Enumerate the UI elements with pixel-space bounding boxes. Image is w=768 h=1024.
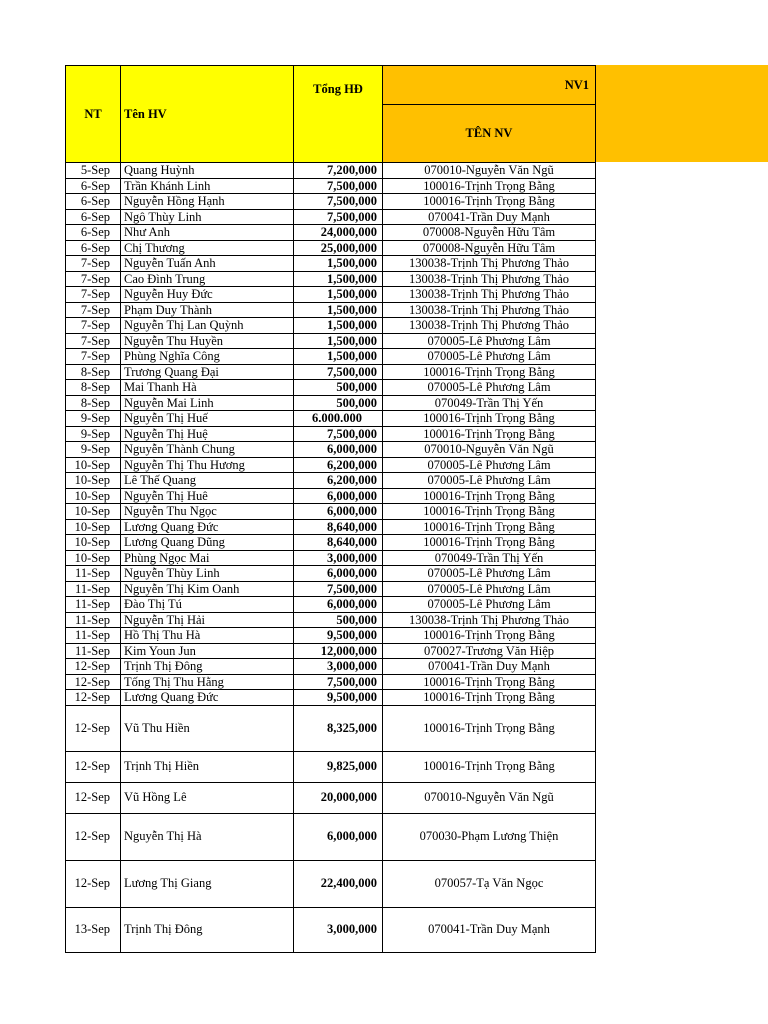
student-name-cell[interactable]: Trần Khánh Linh xyxy=(121,178,294,194)
staff-cell[interactable]: 100016-Trịnh Trọng Bằng xyxy=(383,674,596,690)
staff-cell[interactable]: 070049-Trần Thị Yến xyxy=(383,395,596,411)
student-name-cell[interactable]: Phạm Duy Thành xyxy=(121,302,294,318)
date-cell[interactable]: 8-Sep xyxy=(66,380,121,396)
student-name-cell[interactable]: Lê Thế Quang xyxy=(121,473,294,489)
table-row xyxy=(66,442,596,458)
amount-cell[interactable]: 7,500,000 xyxy=(294,426,383,442)
amount-cell[interactable]: 6,000,000 xyxy=(294,504,383,520)
staff-cell[interactable]: 130038-Trịnh Thị Phương Thảo xyxy=(383,271,596,287)
table-row xyxy=(66,519,596,535)
date-cell[interactable]: 10-Sep xyxy=(66,550,121,566)
table-row xyxy=(66,535,596,551)
staff-cell[interactable]: 070008-Nguyễn Hữu Tâm xyxy=(383,240,596,256)
table-row xyxy=(66,426,596,442)
amount-cell[interactable]: 3,000,000 xyxy=(294,550,383,566)
date-cell[interactable]: 7-Sep xyxy=(66,302,121,318)
date-cell[interactable]: 7-Sep xyxy=(66,287,121,303)
amount-cell[interactable]: 1,500,000 xyxy=(294,302,383,318)
amount-cell[interactable]: 7,200,000 xyxy=(294,163,383,179)
date-cell[interactable]: 11-Sep xyxy=(66,643,121,659)
table-row xyxy=(66,302,596,318)
table-row xyxy=(66,612,596,628)
date-cell[interactable]: 8-Sep xyxy=(66,395,121,411)
table-row xyxy=(66,240,596,256)
student-name-cell[interactable]: Nguyễn Thị Hải xyxy=(121,612,294,628)
staff-cell[interactable]: 130038-Trịnh Thị Phương Thảo xyxy=(383,302,596,318)
date-cell[interactable]: 10-Sep xyxy=(66,504,121,520)
date-cell[interactable]: 7-Sep xyxy=(66,333,121,349)
amount-cell[interactable]: 3,000,000 xyxy=(294,659,383,675)
table-row xyxy=(66,782,596,813)
table-row xyxy=(66,550,596,566)
amount-cell[interactable]: 6.000.000 xyxy=(294,411,383,427)
amount-cell[interactable]: 8,640,000 xyxy=(294,535,383,551)
student-name-cell[interactable]: Phùng Ngọc Mai xyxy=(121,550,294,566)
table-row xyxy=(66,411,596,427)
table-row xyxy=(66,643,596,659)
staff-cell[interactable]: 100016-Trịnh Trọng Bằng xyxy=(383,364,596,380)
student-name-cell[interactable]: Nguyễn Huy Đức xyxy=(121,287,294,303)
amount-cell[interactable]: 1,500,000 xyxy=(294,349,383,365)
date-cell[interactable]: 9-Sep xyxy=(66,426,121,442)
amount-cell[interactable]: 6,000,000 xyxy=(294,566,383,582)
amount-cell[interactable]: 25,000,000 xyxy=(294,240,383,256)
date-cell[interactable]: 6-Sep xyxy=(66,240,121,256)
amount-cell[interactable]: 1,500,000 xyxy=(294,333,383,349)
header-tong-hd[interactable]: Tổng HĐ xyxy=(294,66,383,163)
date-cell[interactable]: 10-Sep xyxy=(66,473,121,489)
staff-cell[interactable]: 100016-Trịnh Trọng Bằng xyxy=(383,705,596,751)
staff-cell[interactable]: 070049-Trần Thị Yến xyxy=(383,550,596,566)
student-name-cell[interactable]: Trịnh Thị Đông xyxy=(121,907,294,952)
table-row xyxy=(66,751,596,782)
staff-cell[interactable]: 070005-Lê Phương Lâm xyxy=(383,581,596,597)
amount-cell[interactable]: 6,000,000 xyxy=(294,442,383,458)
table-row xyxy=(66,380,596,396)
table-row xyxy=(66,705,596,751)
amount-cell[interactable]: 9,825,000 xyxy=(294,751,383,782)
date-cell[interactable]: 10-Sep xyxy=(66,488,121,504)
amount-cell[interactable]: 7,500,000 xyxy=(294,194,383,210)
staff-cell[interactable]: 070005-Lê Phương Lâm xyxy=(383,597,596,613)
date-cell[interactable]: 8-Sep xyxy=(66,364,121,380)
student-name-cell[interactable]: Nguyễn Thị Thu Hương xyxy=(121,457,294,473)
staff-cell[interactable]: 070057-Tạ Văn Ngọc xyxy=(383,860,596,907)
staff-cell[interactable]: 070005-Lê Phương Lâm xyxy=(383,380,596,396)
table-row xyxy=(66,364,596,380)
header-nv1[interactable]: NV1 xyxy=(383,66,596,105)
student-name-cell[interactable]: Quang Huỳnh xyxy=(121,163,294,179)
amount-cell[interactable]: 22,400,000 xyxy=(294,860,383,907)
student-name-cell[interactable]: Nguyễn Thị Huê xyxy=(121,488,294,504)
date-cell[interactable]: 9-Sep xyxy=(66,442,121,458)
amount-cell[interactable]: 24,000,000 xyxy=(294,225,383,241)
date-cell[interactable]: 11-Sep xyxy=(66,581,121,597)
date-cell[interactable]: 6-Sep xyxy=(66,209,121,225)
student-name-cell[interactable]: Lương Quang Dũng xyxy=(121,535,294,551)
student-name-cell[interactable]: Nguyễn Thùy Linh xyxy=(121,566,294,582)
amount-cell[interactable]: 500,000 xyxy=(294,380,383,396)
student-name-cell[interactable]: Lương Quang Đức xyxy=(121,519,294,535)
student-name-cell[interactable]: Tống Thị Thu Hằng xyxy=(121,674,294,690)
table-row xyxy=(66,659,596,675)
student-name-cell[interactable]: Trương Quang Đại xyxy=(121,364,294,380)
table-row xyxy=(66,178,596,194)
student-name-cell[interactable]: Lương Thị Giang xyxy=(121,860,294,907)
staff-cell[interactable]: 100016-Trịnh Trọng Bằng xyxy=(383,690,596,706)
table-row xyxy=(66,209,596,225)
date-cell[interactable]: 6-Sep xyxy=(66,194,121,210)
amount-cell[interactable]: 12,000,000 xyxy=(294,643,383,659)
table-row xyxy=(66,813,596,860)
student-name-cell[interactable]: Nguyễn Thị Lan Quỳnh xyxy=(121,318,294,334)
staff-cell[interactable]: 070008-Nguyễn Hữu Tâm xyxy=(383,225,596,241)
student-name-cell[interactable]: Phùng Nghĩa Công xyxy=(121,349,294,365)
header-ten-hv[interactable]: Tên HV xyxy=(121,66,294,163)
table-row xyxy=(66,628,596,644)
date-cell[interactable]: 13-Sep xyxy=(66,907,121,952)
date-cell[interactable]: 12-Sep xyxy=(66,860,121,907)
table-row xyxy=(66,225,596,241)
amount-cell[interactable]: 8,325,000 xyxy=(294,705,383,751)
table-row xyxy=(66,597,596,613)
amount-cell[interactable]: 6,000,000 xyxy=(294,488,383,504)
staff-cell[interactable]: 070041-Trần Duy Mạnh xyxy=(383,659,596,675)
table-row xyxy=(66,318,596,334)
amount-cell[interactable]: 6,000,000 xyxy=(294,597,383,613)
table-row xyxy=(66,504,596,520)
staff-cell[interactable]: 130038-Trịnh Thị Phương Thảo xyxy=(383,612,596,628)
date-cell[interactable]: 11-Sep xyxy=(66,566,121,582)
staff-cell[interactable]: 070010-Nguyễn Văn Ngũ xyxy=(383,163,596,179)
date-cell[interactable]: 10-Sep xyxy=(66,519,121,535)
table-row xyxy=(66,457,596,473)
staff-cell[interactable]: 100016-Trịnh Trọng Bằng xyxy=(383,194,596,210)
staff-cell[interactable]: 100016-Trịnh Trọng Bằng xyxy=(383,488,596,504)
amount-cell[interactable]: 7,500,000 xyxy=(294,674,383,690)
header-nt[interactable]: NT xyxy=(66,66,121,163)
student-name-cell[interactable]: Nguyễn Hồng Hạnh xyxy=(121,194,294,210)
student-name-cell[interactable]: Chị Thương xyxy=(121,240,294,256)
date-cell[interactable]: 6-Sep xyxy=(66,178,121,194)
table-row xyxy=(66,395,596,411)
table-row xyxy=(66,194,596,210)
date-cell[interactable]: 7-Sep xyxy=(66,256,121,272)
date-cell[interactable]: 12-Sep xyxy=(66,659,121,675)
staff-cell[interactable]: 070005-Lê Phương Lâm xyxy=(383,473,596,489)
student-name-cell[interactable]: Kim Youn Jun xyxy=(121,643,294,659)
amount-cell[interactable]: 1,500,000 xyxy=(294,256,383,272)
table-row xyxy=(66,690,596,706)
amount-cell[interactable]: 3,000,000 xyxy=(294,907,383,952)
table-row xyxy=(66,566,596,582)
date-cell[interactable]: 12-Sep xyxy=(66,690,121,706)
table-row xyxy=(66,256,596,272)
student-name-cell[interactable]: Hồ Thị Thu Hà xyxy=(121,628,294,644)
date-cell[interactable]: 11-Sep xyxy=(66,612,121,628)
student-name-cell[interactable]: Vũ Hồng Lê xyxy=(121,782,294,813)
date-cell[interactable]: 7-Sep xyxy=(66,318,121,334)
student-name-cell[interactable]: Vũ Thu Hiền xyxy=(121,705,294,751)
date-cell[interactable]: 7-Sep xyxy=(66,349,121,365)
student-name-cell[interactable]: Mai Thanh Hà xyxy=(121,380,294,396)
table-row xyxy=(66,488,596,504)
student-name-cell[interactable]: Như Anh xyxy=(121,225,294,241)
student-name-cell[interactable]: Nguyễn Mai Linh xyxy=(121,395,294,411)
amount-cell[interactable]: 1,500,000 xyxy=(294,271,383,287)
date-cell[interactable]: 12-Sep xyxy=(66,751,121,782)
staff-cell[interactable]: 070010-Nguyễn Văn Ngũ xyxy=(383,782,596,813)
amount-cell[interactable]: 7,500,000 xyxy=(294,581,383,597)
staff-cell[interactable]: 130038-Trịnh Thị Phương Thảo xyxy=(383,256,596,272)
table-row xyxy=(66,349,596,365)
table-row xyxy=(66,333,596,349)
staff-cell[interactable]: 100016-Trịnh Trọng Bằng xyxy=(383,519,596,535)
amount-cell[interactable]: 500,000 xyxy=(294,612,383,628)
student-name-cell[interactable]: Ngô Thùy Linh xyxy=(121,209,294,225)
student-name-cell[interactable]: Trịnh Thị Hiền xyxy=(121,751,294,782)
student-name-cell[interactable]: Nguyễn Thành Chung xyxy=(121,442,294,458)
date-cell[interactable]: 12-Sep xyxy=(66,813,121,860)
table-row xyxy=(66,473,596,489)
date-cell[interactable]: 11-Sep xyxy=(66,628,121,644)
amount-cell[interactable]: 7,500,000 xyxy=(294,364,383,380)
student-name-cell[interactable]: Nguyễn Thu Huyền xyxy=(121,333,294,349)
amount-cell[interactable]: 7,500,000 xyxy=(294,209,383,225)
student-name-cell[interactable]: Nguyễn Thị Huế xyxy=(121,411,294,427)
student-name-cell[interactable]: Cao Đình Trung xyxy=(121,271,294,287)
date-cell[interactable]: 5-Sep xyxy=(66,163,121,179)
date-cell[interactable]: 6-Sep xyxy=(66,225,121,241)
staff-cell[interactable]: 100016-Trịnh Trọng Bằng xyxy=(383,411,596,427)
amount-cell[interactable]: 9,500,000 xyxy=(294,628,383,644)
table-row xyxy=(66,287,596,303)
staff-cell[interactable]: 070041-Trần Duy Mạnh xyxy=(383,907,596,952)
student-name-cell[interactable]: Nguyễn Thị Kim Oanh xyxy=(121,581,294,597)
staff-cell[interactable]: 070010-Nguyễn Văn Ngũ xyxy=(383,442,596,458)
header-ten-nv[interactable]: TÊN NV xyxy=(383,105,596,163)
staff-cell[interactable]: 100016-Trịnh Trọng Bằng xyxy=(383,426,596,442)
table-row xyxy=(66,271,596,287)
table-row xyxy=(66,674,596,690)
staff-cell[interactable]: 130038-Trịnh Thị Phương Thảo xyxy=(383,318,596,334)
amount-cell[interactable]: 8,640,000 xyxy=(294,519,383,535)
table-row xyxy=(66,163,596,179)
table-row xyxy=(66,581,596,597)
staff-cell[interactable]: 070005-Lê Phương Lâm xyxy=(383,349,596,365)
amount-cell[interactable]: 20,000,000 xyxy=(294,782,383,813)
staff-cell[interactable]: 070041-Trần Duy Mạnh xyxy=(383,209,596,225)
date-cell[interactable]: 11-Sep xyxy=(66,597,121,613)
student-name-cell[interactable]: Đào Thị Tú xyxy=(121,597,294,613)
amount-cell[interactable]: 500,000 xyxy=(294,395,383,411)
amount-cell[interactable]: 1,500,000 xyxy=(294,287,383,303)
amount-cell[interactable]: 6,000,000 xyxy=(294,813,383,860)
student-name-cell[interactable]: Nguyễn Tuấn Anh xyxy=(121,256,294,272)
amount-cell[interactable]: 1,500,000 xyxy=(294,318,383,334)
amount-cell[interactable]: 6,200,000 xyxy=(294,473,383,489)
staff-cell[interactable]: 130038-Trịnh Thị Phương Thảo xyxy=(383,287,596,303)
date-cell[interactable]: 7-Sep xyxy=(66,271,121,287)
date-cell[interactable]: 10-Sep xyxy=(66,535,121,551)
staff-cell[interactable]: 070005-Lê Phương Lâm xyxy=(383,457,596,473)
staff-cell[interactable]: 100016-Trịnh Trọng Bằng xyxy=(383,751,596,782)
nv1-header-fill xyxy=(594,65,768,162)
spreadsheet-table xyxy=(65,65,596,953)
amount-cell[interactable]: 9,500,000 xyxy=(294,690,383,706)
staff-cell[interactable]: 100016-Trịnh Trọng Bằng xyxy=(383,535,596,551)
student-name-cell[interactable]: Nguyễn Thu Ngọc xyxy=(121,504,294,520)
staff-cell[interactable]: 070027-Trương Văn Hiệp xyxy=(383,643,596,659)
table-row xyxy=(66,860,596,907)
student-name-cell[interactable]: Lương Quang Đức xyxy=(121,690,294,706)
amount-cell[interactable]: 6,200,000 xyxy=(294,457,383,473)
staff-cell[interactable]: 100016-Trịnh Trọng Bằng xyxy=(383,178,596,194)
student-name-cell[interactable]: Nguyễn Thị Huệ xyxy=(121,426,294,442)
student-name-cell[interactable]: Trịnh Thị Đông xyxy=(121,659,294,675)
table-row xyxy=(66,907,596,952)
staff-cell[interactable]: 070005-Lê Phương Lâm xyxy=(383,333,596,349)
amount-cell[interactable]: 7,500,000 xyxy=(294,178,383,194)
staff-cell[interactable]: 070005-Lê Phương Lâm xyxy=(383,566,596,582)
staff-cell[interactable]: 100016-Trịnh Trọng Bằng xyxy=(383,628,596,644)
date-cell[interactable]: 9-Sep xyxy=(66,411,121,427)
date-cell[interactable]: 12-Sep xyxy=(66,705,121,751)
staff-cell[interactable]: 070030-Phạm Lương Thiện xyxy=(383,813,596,860)
date-cell[interactable]: 12-Sep xyxy=(66,782,121,813)
date-cell[interactable]: 10-Sep xyxy=(66,457,121,473)
date-cell[interactable]: 12-Sep xyxy=(66,674,121,690)
student-name-cell[interactable]: Nguyễn Thị Hà xyxy=(121,813,294,860)
staff-cell[interactable]: 100016-Trịnh Trọng Bằng xyxy=(383,504,596,520)
